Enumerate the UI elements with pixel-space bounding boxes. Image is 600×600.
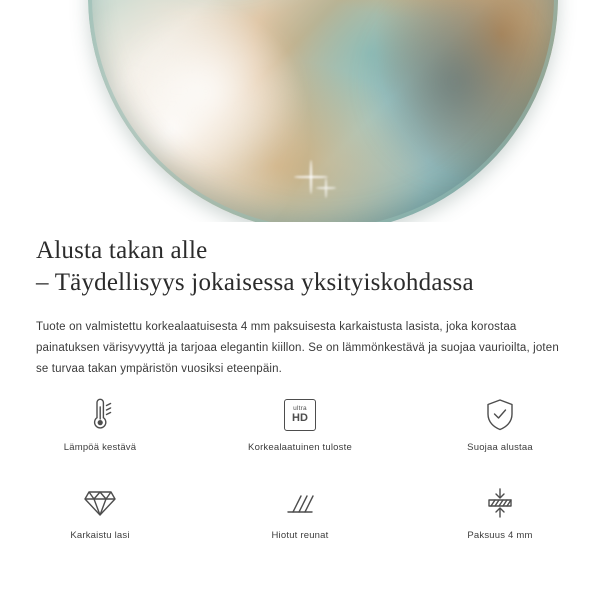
page-title (0, 222, 600, 299)
feature-protects-surface (400, 392, 600, 470)
feature-label: Lämpöä kestävä (63, 442, 137, 453)
ultra-hd-icon (284, 392, 316, 438)
feature-label: Hiotut reunat (271, 530, 329, 541)
headline-line-1: Alusta takan alle (36, 237, 208, 264)
thermometer-icon (85, 392, 115, 438)
feature-label: Paksuus 4 mm (467, 530, 533, 541)
round-marble-glass-plate (88, 0, 558, 222)
hero-image (0, 0, 600, 222)
feature-label: Korkealaatuinen tuloste (248, 442, 352, 453)
marble-wisp-dark (361, 0, 549, 185)
ultra-hd-badge-big: HD (292, 412, 308, 425)
headline-line-2: – Täydellisyys jokaisessa yksityiskohdassa (36, 269, 474, 296)
text-content (0, 222, 600, 380)
feature-thickness (400, 480, 600, 558)
marble-wisp-white (107, 6, 304, 175)
feature-high-quality-print (200, 392, 400, 470)
feature-label: Suojaa alustaa (467, 442, 533, 453)
feature-heat-resistant (0, 392, 200, 470)
diamond-icon (82, 480, 118, 526)
feature-tempered-glass (0, 480, 200, 558)
description-paragraph: Tuote on valmistettu korkealaatuisesta 4 mm paksuisesta karkaistusta lasista, joka korostaa painatuksen värisyvyyttä ja tarjoaa elegantin kiillon. Se on lämmönkestävä ja suojaa vaurioilta, joten se turvaa takan ympäristön vuosiksi eteenpäin. (36, 321, 559, 375)
feature-polished-edges (200, 480, 400, 558)
feature-label: Karkaistu lasi (70, 530, 130, 541)
ultra-hd-badge-small: ultra (293, 404, 307, 412)
polished-edges-icon (283, 480, 317, 526)
shield-check-icon (484, 392, 516, 438)
thickness-arrows-icon (483, 480, 517, 526)
feature-grid (0, 392, 600, 558)
